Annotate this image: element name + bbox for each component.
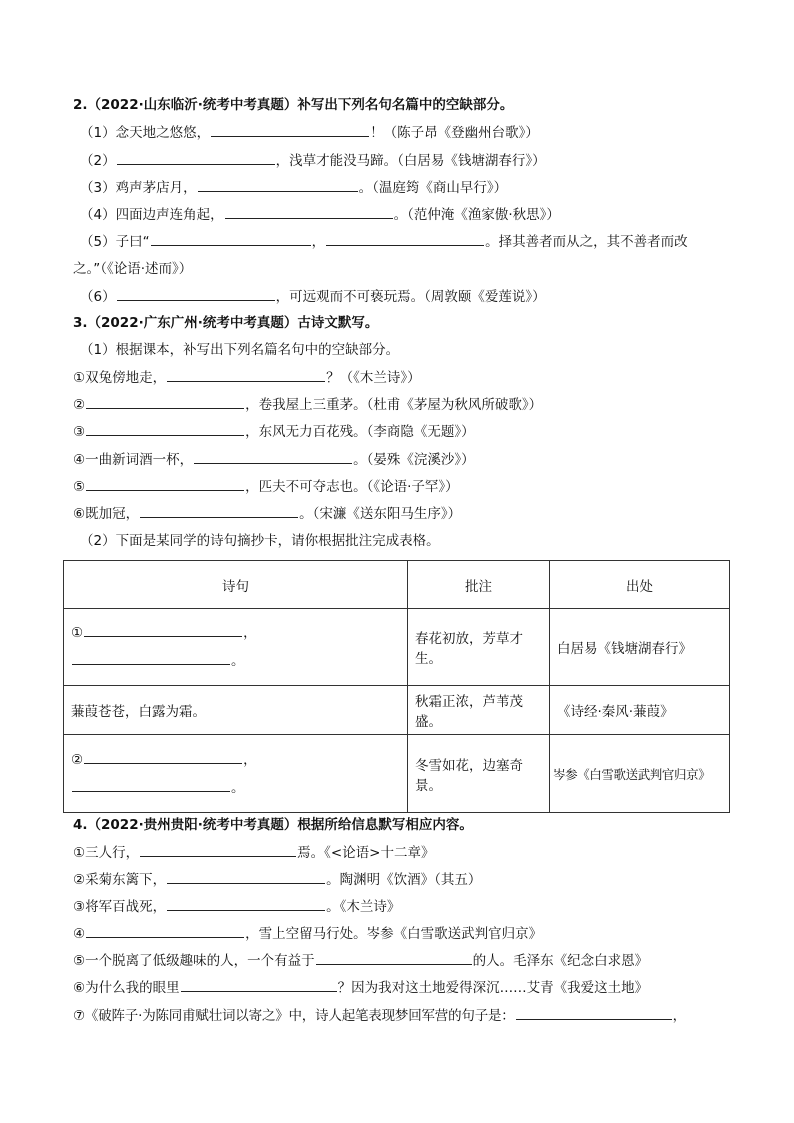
q4-item-5-suffix: 的人。毛泽东《纪念白求恩》 xyxy=(472,953,649,969)
question-2-header: 2.（2022·山东临沂·统考中考真题）补写出下列名句名篇中的空缺部分。 xyxy=(73,97,514,113)
q4-item-6 xyxy=(73,977,648,998)
q3-part-1-instruction: （1）根据课本，补写出下列名篇名句中的空缺部分。 xyxy=(80,342,400,358)
q4-item-2-prefix: ②采菊东篱下， xyxy=(73,872,167,888)
note-cell: 春花初放，芳草才生。 xyxy=(408,609,550,686)
q3-item-4 xyxy=(73,449,475,470)
q2-item-1-prefix: （1）念天地之悠悠， xyxy=(80,125,211,141)
answer-blank[interactable] xyxy=(326,231,484,246)
q2-item-5 xyxy=(80,231,688,252)
q4-item-4 xyxy=(73,923,542,944)
q4-item-7-prefix: ⑦《破阵子·为陈同甫赋壮词以寄之》中，诗人起笔表现梦回军营的句子是： xyxy=(73,1008,515,1024)
q3-item-3-prefix: ③ xyxy=(73,424,86,440)
note-cell: 秋霜正浓，芦苇茂盛。 xyxy=(408,686,550,735)
answer-blank[interactable] xyxy=(167,896,325,911)
answer-blank[interactable] xyxy=(117,150,275,165)
q4-item-7-suffix: ， xyxy=(672,1008,686,1024)
q3-item-4-suffix: 。（晏殊《浣溪沙》） xyxy=(353,452,475,468)
q3-part-2-instruction: （2）下面是某同学的诗句摘抄卡，请你根据批注完成表格。 xyxy=(80,533,440,549)
verse-cell xyxy=(64,735,408,813)
q3-item-1-suffix: ？（《木兰诗》） xyxy=(326,370,421,386)
answer-blank[interactable] xyxy=(181,977,337,992)
q4-item-6-suffix: ？因为我对这土地爱得深沉……艾青《我爱这土地》 xyxy=(337,980,649,996)
header-source: 出处 xyxy=(550,561,730,609)
answer-blank[interactable] xyxy=(167,869,325,884)
q3-item-6-suffix: 。（宋濂《送东阳马生序》） xyxy=(299,506,462,522)
q4-item-5-prefix: ⑤一个脱离了低级趣味的人，一个有益于 xyxy=(73,953,315,969)
verse-punct: 。 xyxy=(231,653,245,669)
q2-item-4-prefix: （4）四面边声连角起， xyxy=(80,207,224,223)
q4-item-5 xyxy=(73,950,648,971)
q3-item-5 xyxy=(73,476,459,497)
q2-item-6 xyxy=(80,286,546,307)
answer-blank[interactable] xyxy=(198,177,358,192)
answer-blank[interactable] xyxy=(151,231,311,246)
q3-item-4-prefix: ④一曲新词酒一杯， xyxy=(73,452,194,468)
q4-item-1-prefix: ①三人行， xyxy=(73,845,140,861)
q4-item-6-prefix: ⑥为什么我的眼里 xyxy=(73,980,180,996)
q4-item-3-suffix: 。《木兰诗》 xyxy=(326,899,401,915)
answer-blank[interactable] xyxy=(140,842,296,857)
q3-item-2-suffix: ，卷我屋上三重茅。（杜甫《茅屋为秋风所破歌》） xyxy=(245,397,543,413)
q3-item-3 xyxy=(73,421,475,442)
q2-item-4 xyxy=(80,204,560,225)
q2-item-3-suffix: 。（温庭筠《商山早行》） xyxy=(358,180,508,196)
answer-blank[interactable] xyxy=(86,421,244,436)
answer-blank[interactable] xyxy=(84,622,242,637)
verse-punct: ， xyxy=(243,625,257,641)
answer-blank[interactable] xyxy=(86,394,244,409)
q4-item-1 xyxy=(73,842,434,863)
answer-blank[interactable] xyxy=(72,777,230,792)
answer-blank[interactable] xyxy=(84,749,242,764)
q2-item-4-suffix: 。（范仲淹《渔家傲·秋思》） xyxy=(393,207,560,223)
note-cell: 冬雪如花，边塞奇景。 xyxy=(408,735,550,813)
q2-item-1 xyxy=(80,122,539,143)
verse-punct: 。 xyxy=(231,779,245,796)
q3-item-6 xyxy=(73,503,461,524)
answer-blank[interactable] xyxy=(140,503,298,518)
q4-item-2 xyxy=(73,869,481,890)
q4-item-3-prefix: ③将军百战死， xyxy=(73,899,167,915)
q2-item-6-prefix: （6） xyxy=(80,289,116,305)
q2-item-2-prefix: （2） xyxy=(80,153,116,169)
q4-item-4-prefix: ④ xyxy=(73,926,86,942)
verse-cell xyxy=(64,609,408,686)
answer-blank[interactable] xyxy=(516,1005,672,1020)
answer-blank[interactable] xyxy=(211,122,369,137)
q4-item-3 xyxy=(73,896,400,917)
q3-item-1-prefix: ①双兔傍地走， xyxy=(73,370,167,386)
answer-blank[interactable] xyxy=(86,923,244,938)
q4-item-4-suffix: ，雪上空留马行处。岑参《白雪歌送武判官归京》 xyxy=(245,926,543,942)
q3-item-2-prefix: ② xyxy=(73,397,86,413)
table-row xyxy=(64,686,730,735)
answer-blank[interactable] xyxy=(194,449,352,464)
verse-marker: ② xyxy=(71,751,84,768)
source-cell: 白居易《钱塘湖春行》 xyxy=(550,609,730,686)
source-cell: 岑参《白雪歌送武判官归京》 xyxy=(550,735,730,813)
q3-item-2 xyxy=(73,394,542,415)
q3-item-5-suffix: ，匹夫不可夺志也。（《论语·子罕》） xyxy=(245,479,459,495)
answer-blank[interactable] xyxy=(316,950,472,965)
q3-item-3-suffix: ，东风无力百花残。（李商隐《无题》） xyxy=(245,424,475,440)
question-4-header: 4.（2022·贵州贵阳·统考中考真题）根据所给信息默写相应内容。 xyxy=(73,817,473,833)
poem-card-table xyxy=(63,560,730,813)
q3-item-5-prefix: ⑤ xyxy=(73,479,86,495)
q4-item-2-suffix: 。陶渊明《饮酒》（其五） xyxy=(326,872,482,888)
table-row xyxy=(64,735,730,813)
q2-item-1-suffix: ！（陈子昂《登幽州台歌》） xyxy=(370,125,539,141)
q3-item-1 xyxy=(73,367,421,388)
answer-blank[interactable] xyxy=(117,286,275,301)
verse-punct: ， xyxy=(243,751,257,768)
answer-blank[interactable] xyxy=(72,650,230,665)
q2-item-2 xyxy=(80,150,546,171)
source-cell: 《诗经·秦风·蒹葭》 xyxy=(550,686,730,735)
table-header-row xyxy=(64,561,730,609)
verse-cell: 蒹葭苍苍，白露为霜。 xyxy=(64,686,408,735)
verse-marker: ① xyxy=(71,625,84,641)
answer-blank[interactable] xyxy=(167,367,325,382)
answer-blank[interactable] xyxy=(86,476,244,491)
q2-item-3-prefix: （3）鸡声茅店月， xyxy=(80,180,197,196)
q2-item-5-prefix: （5）子曰“ xyxy=(80,234,150,250)
q2-item-2-suffix: ，浅草才能没马蹄。（白居易《钱塘湖春行》） xyxy=(275,153,546,169)
table-row xyxy=(64,609,730,686)
question-3-header: 3.（2022·广东广州·统考中考真题）古诗文默写。 xyxy=(73,315,379,331)
q4-item-7 xyxy=(73,1005,686,1026)
q2-item-5-mid: ， xyxy=(311,234,326,250)
q4-item-1-suffix: 焉。《<论语>十二章》 xyxy=(297,845,435,861)
q2-item-6-suffix: ，可远观而不可亵玩焉。（周敦颐《爱莲说》） xyxy=(275,289,546,305)
q2-item-5-suffix: 。择其善者而从之，其不善者而改 xyxy=(485,234,688,250)
q3-item-6-prefix: ⑥既加冠， xyxy=(73,506,140,522)
q2-item-3 xyxy=(80,177,507,198)
header-note: 批注 xyxy=(408,561,550,609)
q2-item-5-continued: 之。”（《论语·述而》） xyxy=(73,261,193,277)
header-verse: 诗句 xyxy=(64,561,408,609)
answer-blank[interactable] xyxy=(225,204,393,219)
